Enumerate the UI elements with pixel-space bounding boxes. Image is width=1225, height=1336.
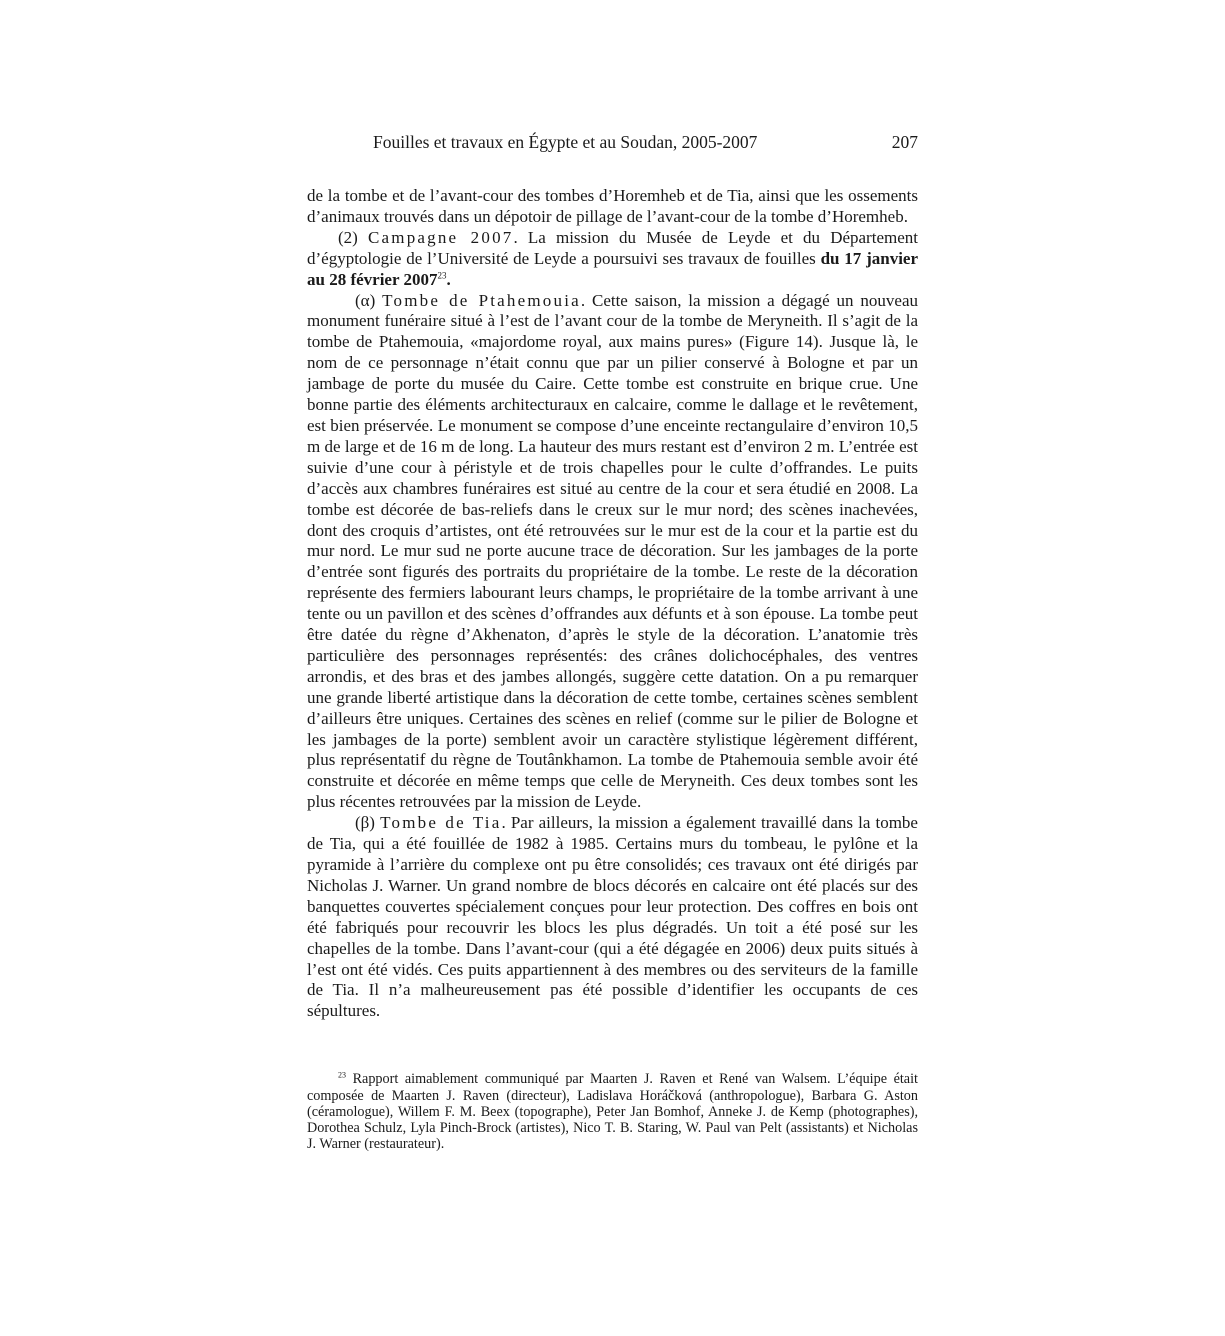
section-heading-campagne: Campagne 2007 [368,227,514,247]
paragraph-tombe-tia [307,813,918,1022]
paragraph-text: . Par ailleurs, la mission a également travaillé dans la tombe de Tia, qui a été fouillée de 1982 à 1985. Certains murs du tombeau, le pylône et la pyramide à l’arrière du complexe ont pu être consolidés; ces travaux ont été dirigés par Nicholas J. Warner. Un grand nombre de blocs décorés en calcaire ont été placés sur des banquettes couvertes spécialement conçues pour leur protection. Des coffres en bois ont été fabriqués pour recouvrir les blocs les plus dégradés. Un toit a été posé sur les chapelles de la tombe. Dans l’avant-cour (qui a été dégagée en 2006) deux puits situés à l’est ont été vidés. Ces puits appartiennent à des membres ou des serviteurs de la famille de Tia. Il n’a malheureusement pas été possible d’identifier les occupants de ces sépultures. [307,813,918,1021]
paragraph-campagne-2007 [307,228,918,291]
paragraph-prefix: (α) [355,290,383,310]
body-text [307,186,918,1022]
page-header [307,132,918,160]
paragraph-end: . [446,269,451,289]
paragraph-text: . Cette saison, la mission a dégagé un nouveau monument funéraire situé à l’est de l’avant cour de la tombe de Meryneith. Il s’agit de la tombe de Ptahemouia, «majordome royal, aux mains pures» (Figure 14). Jusque là, le nom de ce personnage n’était connu que par un pilier conservé à Bologne et par un jambage de porte du musée du Caire. Cette tombe est construite en brique crue. Une bonne partie des éléments architecturaux en calcaire, comme le dallage et le revêtement, est bien préservée. Le monument se compose d’une enceinte rectangulaire d’environ 10,5 m de large et de 16 m de long. La hauteur des murs restant est d’environ 2 m. L’entrée est suivie d’une cour à péristyle et de trois chapelles pour le culte d’offrandes. Le puits d’accès aux chambres funéraires est situé au centre de la cour et sera étudié en 2008. La tombe est décorée de bas-reliefs dans le creux sur le mur nord; des scènes inachevées, dont des croquis d’artistes, ont été retrouvées sur le mur est de la cour et la partie est du mur nord. Le mur sud ne porte aucune trace de décoration. Sur les jambages de la porte d’entrée sont figurés des portraits du propriétaire de la tombe. Le reste de la décoration représente des fermiers labourant leurs champs, le propriétaire de la tombe arrivant à une tente ou un pavillon et des scènes d’offrandes aux défunts et à son épouse. La tombe peut être datée du règne d’Akhenaton, d’après le style de la décoration. L’anatomie très particulière des personnages représentés: des crânes dolichocéphales, des ventres arrondis, et des bras et des jambes allongés, suggère cette datation. On a pu remarquer une grande liberté artistique dans la décoration de cette tombe, certaines scènes semblent d’ailleurs être uniques. Certaines des scènes en relief (comme sur le pilier de Bologne et les jambages de la porte) semblent avoir un caractère stylistique légèrement différent, plus représentatif du règne de Toutânkhamon. La tombe de Ptahemouia semble avoir été construite et décorée en même temps que celle de Meryneith. Ces deux tombes sont les plus récentes retrouvées par la mission de Leyde. [307,290,918,812]
paragraph-continuation: de la tombe et de l’avant-cour des tombes d’Horemheb et de Tia, ainsi que les ossements d’animaux trouvés dans un dépotoir de pillage de l’avant-cour de la tombe d’Horemheb. [307,186,918,226]
paragraph-prefix: (2) [338,227,368,247]
document-page [307,132,918,1153]
section-heading-ptahemouia: Tombe de Ptahemouia [382,290,581,310]
footnotes [307,1071,918,1152]
paragraph-prefix: (β) [355,813,381,833]
campaign-dates: du 17 janvier au 28 février 2007 [307,248,919,289]
footnote-reference: 23 [437,269,447,280]
footnote-number: 23 [338,1070,346,1080]
paragraph-text: . La mission du Musée de Leyde et du Département d’égyptologie de l’Université de Leyde a poursuivi ses travaux de fouilles [307,227,918,268]
paragraph-tombe-ptahemouia [307,291,918,814]
running-title: Fouilles et travaux en Égypte et au Soudan, 2005-2007 [373,132,758,152]
footnote-text: Rapport aimablement communiqué par Maarten J. Raven et René van Walsem. L’équipe était composée de Maarten J. Raven (directeur), Ladislava Horáčková (anthropologue), Barbara G. Aston (céramologue), Willem F. M. Beex (topographe), Peter Jan Bomhof, Anneke J. de Kemp (photographes), Dorothea Schulz, Lyla Pinch-Brock (artistes), Nico T. B. Staring, W. Paul van Pelt (assistants) et Nicholas J. Warner (restaurateur). [307,1071,918,1153]
section-heading-tia: Tombe de Tia [380,813,502,833]
page-number: 207 [891,132,918,152]
footnote-23 [307,1071,918,1152]
